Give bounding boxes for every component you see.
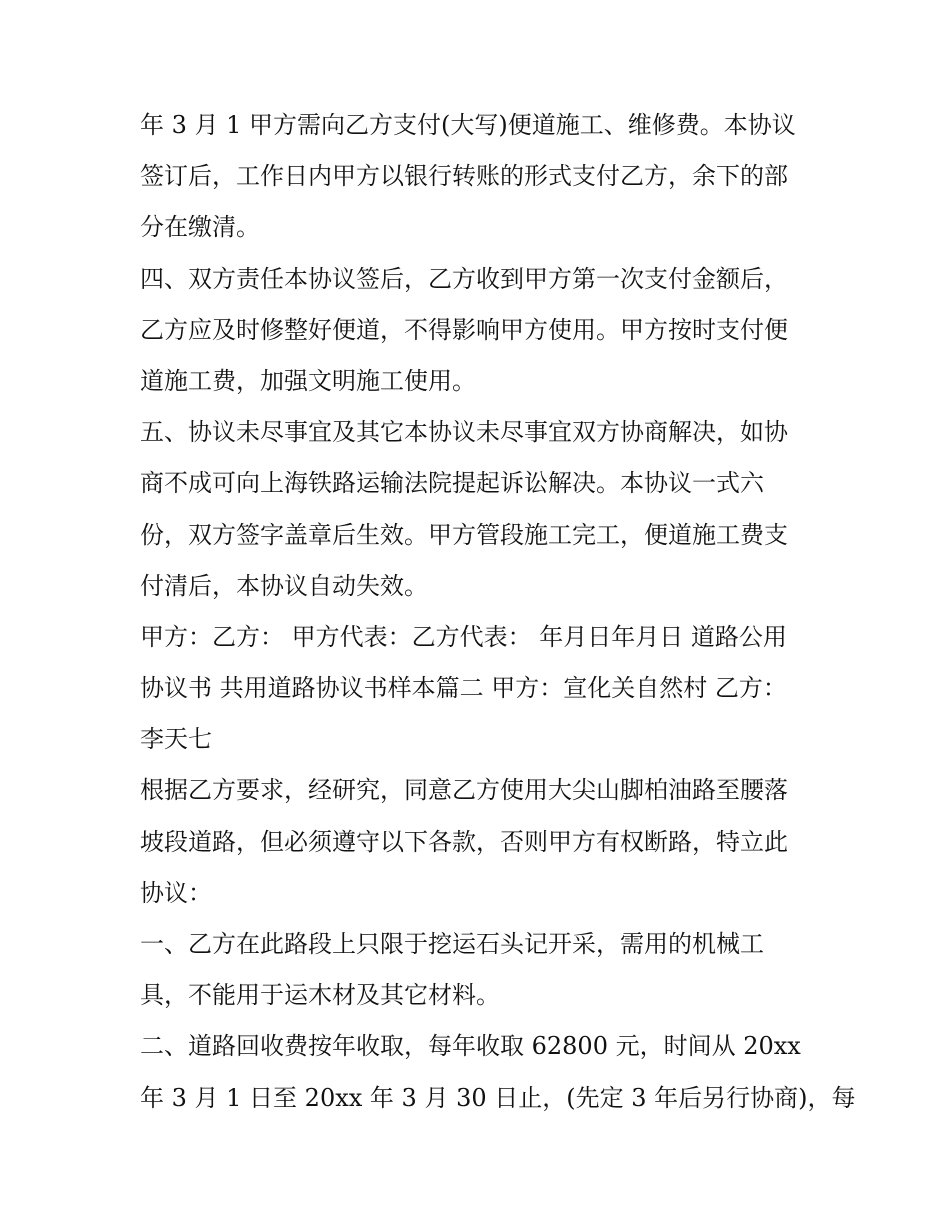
document-body — [140, 100, 856, 1124]
text-line: 商不成可向上海铁路运输法院提起诉讼解决。本协议一式六 — [140, 469, 764, 498]
text-line: 签订后，工作日内甲方以银行转账的形式支付乙方，余下的部 — [140, 162, 788, 191]
text-line: 二、道路回收费按年收取，每年收取 62800 元，时间从 20xx — [140, 1032, 801, 1061]
text-line: 道施工费，加强文明施工使用。 — [140, 366, 476, 395]
text-line: 李天七 — [140, 725, 212, 754]
text-line: 协议： — [140, 878, 212, 907]
text-line: 协议书 共用道路协议书样本篇二 甲方：宣化关自然村 乙方： — [140, 674, 787, 703]
text-line: 分在缴清。 — [140, 213, 260, 242]
text-line: 乙方应及时修整好便道，不得影响甲方使用。甲方按时支付便 — [140, 315, 788, 344]
text-line: 坡段道路，但必须遵守以下各款，否则甲方有权断路，特立此 — [140, 827, 788, 856]
text-line: 一、乙方在此路段上只限于挖运石头记开采，需用的机械工 — [140, 930, 764, 958]
text-line: 付清后，本协议自动失效。 — [140, 571, 428, 600]
text-line: 年 3 月 1 甲方需向乙方支付(大写)便道施工、维修费。本协议 — [140, 111, 796, 139]
text-line: 具，不能用于运木材及其它材料。 — [140, 981, 500, 1010]
text-line: 甲方：乙方： 甲方代表：乙方代表： 年月日年月日 道路公用 — [140, 622, 787, 651]
text-line: 四、双方责任本协议签后，乙方收到甲方第一次支付金额后， — [140, 264, 788, 293]
text-line: 根据乙方要求，经研究，同意乙方使用大尖山脚柏油路至腰落 — [140, 776, 788, 805]
text-line: 份，双方签字盖章后生效。甲方管段施工完工，便道施工费支 — [140, 520, 788, 549]
text-line: 五、协议未尽事宜及其它本协议未尽事宜双方协商解决，如协 — [140, 418, 788, 447]
text-line: 年 3 月 1 日至 20xx 年 3 月 30 日止，(先定 3 年后另行协商)，每 — [140, 1083, 856, 1112]
